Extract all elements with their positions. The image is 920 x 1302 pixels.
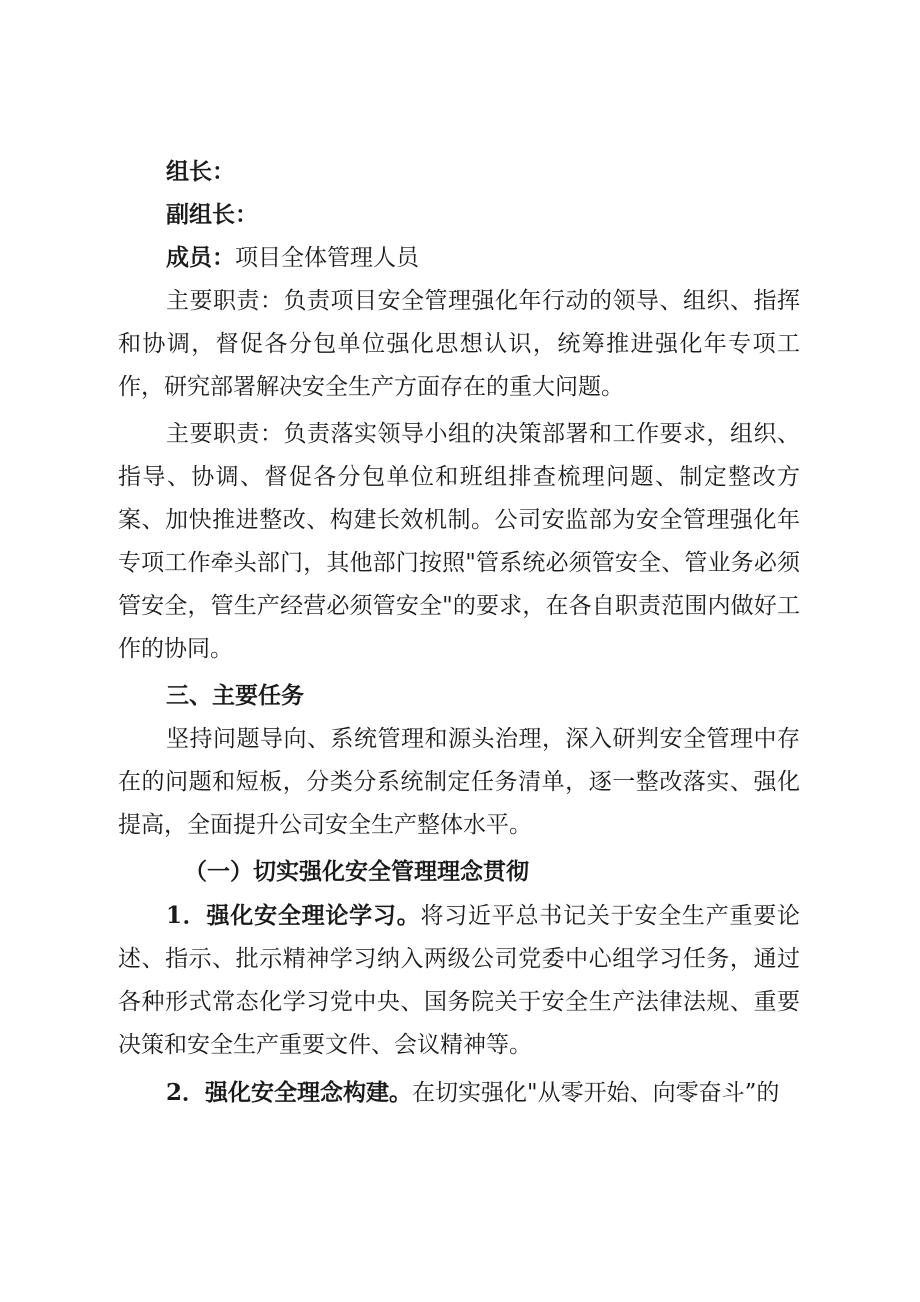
members-line [118,236,800,280]
members-value: 项目全体管理人员 [235,245,419,271]
duty-paragraph-1: 主要职责：负责项目安全管理强化年行动的领导、组织、指挥和协调，督促各分包单位强化思想认识，统筹推进强化年专项工作，研究部署解决安全生产方面存在的重大问题。 [118,288,800,400]
section-3-title: 三、主要任务 [166,683,304,709]
members-label: 成员： [166,244,235,271]
deputy-label: 副组长： [166,201,258,228]
leader-line [118,150,800,193]
item-1-paragraph [118,894,800,1067]
item-1-label: 1．强化安全理论学习。 [166,902,421,929]
subsection-1-title: （一）切实强化安全管理理念贯彻 [184,859,529,885]
item-2-paragraph [118,1071,800,1115]
item-1-text: 将习近平总书记关于安全生产重要论述、指示、批示精神学习纳入两级公司党委中心组学习任务，通过各种形式常态化学习党中央、国务院关于安全生产法律法规、重要决策和安全生产重要文件、会议精神等。 [118,903,800,1058]
document-body [118,150,800,1115]
item-2-label: 2．强化安全理念构建。 [166,1079,413,1106]
duty-paragraph-2: 主要职责：负责落实领导小组的决策部署和工作要求，组织、指导、协调、督促各分包单位和班组排查梳理问题、制定整改方案、加快推进整改、构建长效机制。公司安监部为安全管理强化年专项工作牵头部门，其他部门按照"管系统必须管安全、管业务必须管安全，管生产经营必须管安全"的要求，在各自职责范围内做好工作的协同。 [118,421,800,662]
leader-label: 组长： [166,158,235,185]
deputy-line [118,193,800,236]
section-3-intro: 坚持问题导向、系统管理和源头治理，深入研判安全管理中存在的问题和短板，分类分系统制定任务清单，逐一整改落实、强化提高，全面提升公司安全生产整体水平。 [118,726,800,838]
item-2-text: 在切实强化"从零开始、向零奋斗”的 [412,1080,780,1106]
